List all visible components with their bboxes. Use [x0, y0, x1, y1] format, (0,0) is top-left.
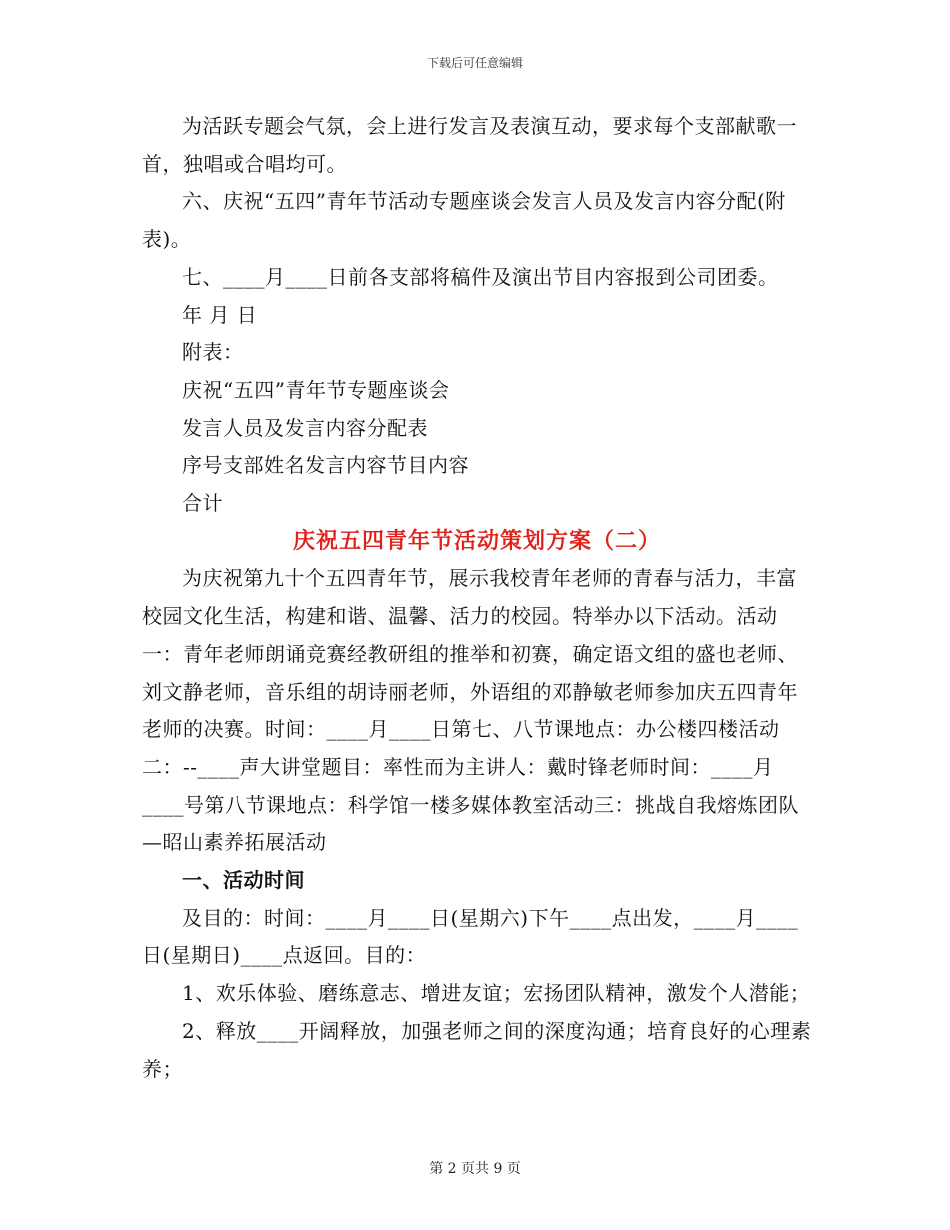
purpose-item-1: 1、欢乐体验、磨练意志、增进友谊；宏扬团队精神，激发个人潜能； [182, 981, 811, 1006]
appendix-columns: 序号支部姓名发言内容节目内容 [182, 453, 469, 478]
item-seven: 七、____月____日前各支部将稿件及演出节目内容报到公司团委。 [182, 264, 779, 289]
heading-activity-time: 一、活动时间 [182, 868, 305, 893]
date-line: 年 月 日 [182, 302, 258, 327]
paragraph-atmosphere: 为活跃专题会气氛，会上进行发言及表演互动，要求每个支部献歌一首，独唱或合唱均可。 [142, 114, 797, 176]
appendix-title-line2: 发言人员及发言内容分配表 [182, 415, 428, 440]
section-title: 庆祝五四青年节活动策划方案（二） [292, 527, 661, 554]
appendix-title-line1: 庆祝“五四”青年节专题座谈会 [182, 377, 450, 402]
document-body [142, 108, 812, 1088]
appendix-total: 合计 [182, 491, 223, 516]
page-footer: 第 2 页共 9 页 [429, 1161, 521, 1177]
page-header: 下载后可任意编辑 [426, 56, 523, 70]
paragraph-activities: 为庆祝第九十个五四青年节，展示我校青年老师的青春与活力，丰富校园文化生活，构建和谐、温馨、活力的校园。特举办以下活动。活动一：青年老师朗诵竞赛经教研组的推举和初赛，确定语文组的盛也老师、刘文静老师，音乐组的胡诗丽老师，外语组的邓静敏老师参加庆五四青年老师的决赛。时间：____月____日第七、八节课地点：办公楼四楼活动二：--____声大讲堂题目：率性而为主讲人：戴时锋老师时间：____月____号第八节课地点：科学馆一楼多媒体教室活动三：挑战自我熔炼团队—昭山素养拓展活动 [142, 566, 799, 855]
appendix-label: 附表： [182, 340, 244, 365]
paragraph-time-purpose: 及目的：时间：____月____日(星期六)下午____点出发，____月____日(星期日)____点返回。目的： [142, 905, 799, 968]
item-six: 六、庆祝“五四”青年节活动专题座谈会发言人员及发言内容分配(附表)。 [142, 189, 786, 252]
purpose-item-2: 2、释放____开阔释放，加强老师之间的深度沟通；培育良好的心理素养； [142, 1018, 812, 1081]
